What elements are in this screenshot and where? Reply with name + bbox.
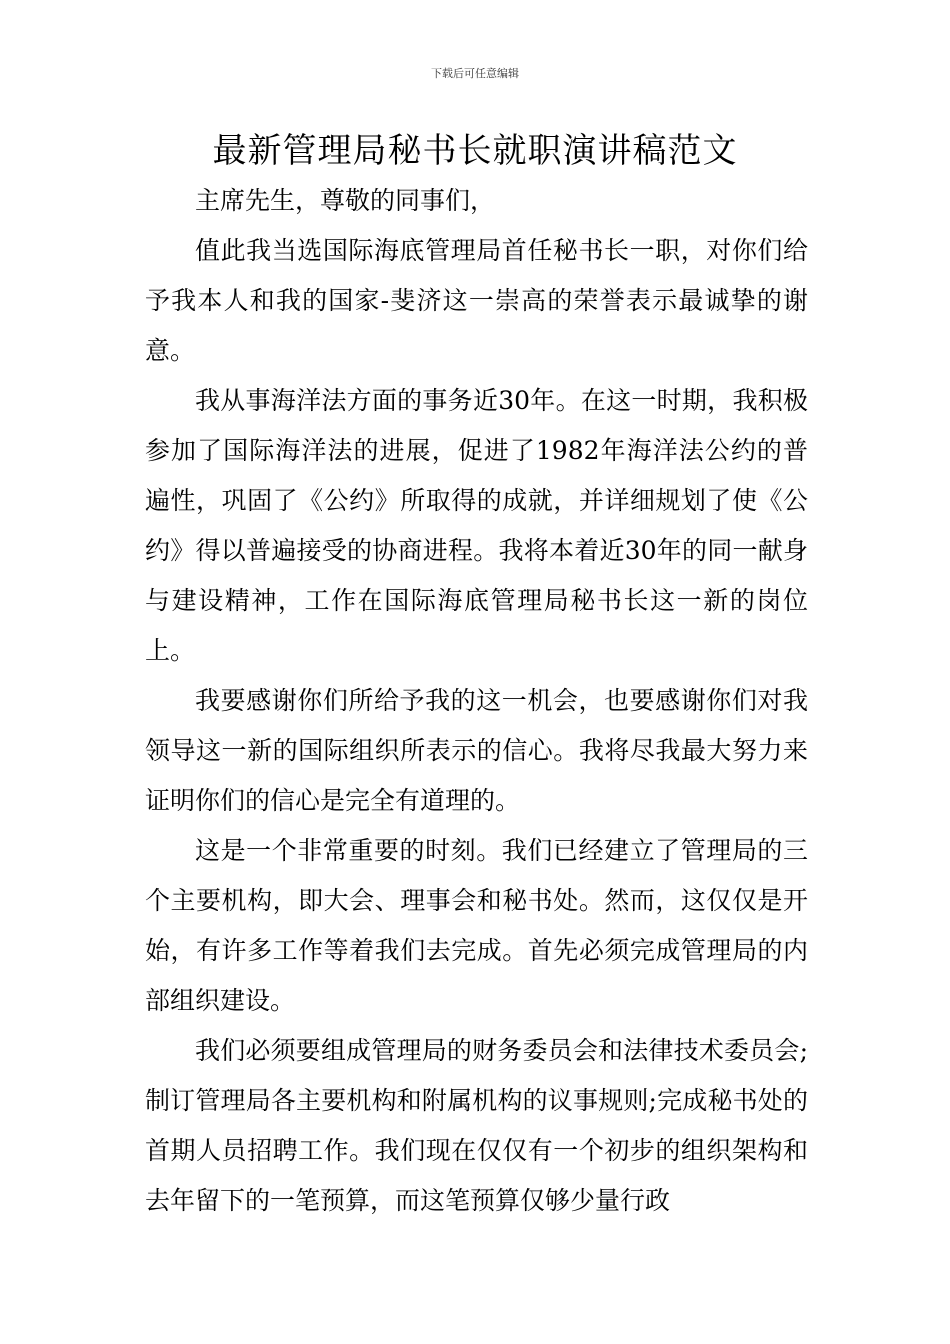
document-body: [145, 176, 808, 1226]
body-paragraph: 我们必须要组成管理局的财务委员会和法律技术委员会;制订管理局各主要机构和附属机构的议事规则;完成秘书处的首期人员招聘工作。我们现在仅仅有一个初步的组织架构和去年留下的一笔预算，而这笔预算仅够少量行政: [145, 1036, 808, 1215]
document-title: 最新管理局秘书长就职演讲稿范文: [212, 131, 738, 171]
body-paragraph: 我要感谢你们所给予我的这一机会，也要感谢你们对我领导这一新的国际组织所表示的信心。我将尽我最大努力来证明你们的信心是完全有道理的。: [145, 686, 808, 815]
body-paragraph: 这是一个非常重要的时刻。我们已经建立了管理局的三个主要机构，即大会、理事会和秘书处。然而，这仅仅是开始，有许多工作等着我们去完成。首先必须完成管理局的内部组织建设。: [145, 836, 808, 1015]
body-paragraph: 我从事海洋法方面的事务近30年。在这一时期，我积极参加了国际海洋法的进展，促进了1982年海洋法公约的普遍性，巩固了《公约》所取得的成就，并详细规划了使《公约》得以普遍接受的协商进程。我将本着近30年的同一献身与建设精神，工作在国际海底管理局秘书长这一新的岗位上。: [145, 386, 808, 665]
header-note: 下载后可任意编辑: [431, 67, 519, 80]
body-paragraph: 值此我当选国际海底管理局首任秘书长一职，对你们给予我本人和我的国家-斐济这一崇高的荣誉表示最诚挚的谢意。: [145, 236, 808, 365]
salutation-paragraph: 主席先生，尊敬的同事们，: [195, 186, 496, 215]
